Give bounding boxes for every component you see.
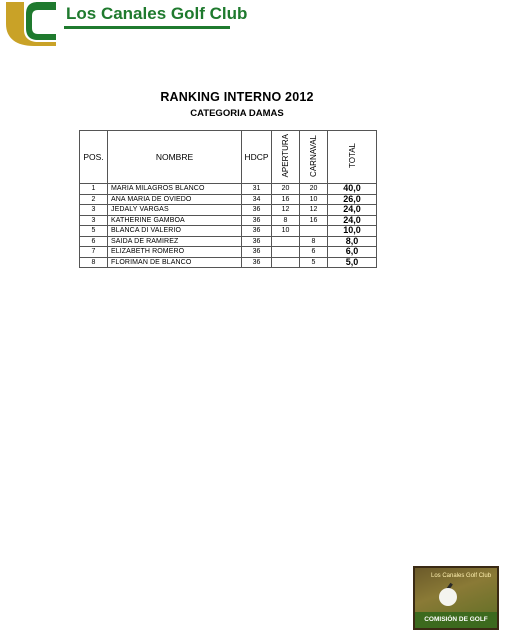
column-header-name: NOMBRE: [108, 131, 242, 184]
cell-name: JEDALY VARGAS: [108, 205, 242, 216]
cell-apertura: 10: [272, 226, 300, 237]
cell-carnaval: 6: [300, 247, 328, 258]
cell-carnaval: 20: [300, 184, 328, 195]
cell-carnaval: 12: [300, 205, 328, 216]
cell-pos: 5: [80, 226, 108, 237]
table-header-row: [80, 131, 377, 184]
cell-total: 40,0: [328, 184, 377, 195]
cell-total: 6,0: [328, 247, 377, 258]
cell-apertura: [272, 247, 300, 258]
golf-ball-icon: [439, 588, 457, 606]
cell-total: 24,0: [328, 215, 377, 226]
table-row: [80, 194, 377, 205]
column-header-apertura-cell: [272, 131, 300, 184]
cell-hdcp: 34: [242, 194, 272, 205]
document-title: RANKING INTERNO 2012: [160, 90, 314, 104]
cell-total: 24,0: [328, 205, 377, 216]
cell-name: ANA MARIA DE OVIEDO: [108, 194, 242, 205]
table-row: [80, 226, 377, 237]
cell-carnaval: 10: [300, 194, 328, 205]
cell-apertura: 20: [272, 184, 300, 195]
cell-pos: 1: [80, 184, 108, 195]
table-row: [80, 236, 377, 247]
cell-name: SAIDA DE RAMIREZ: [108, 236, 242, 247]
cell-name: BLANCA DI VALERIO: [108, 226, 242, 237]
table-row: [80, 215, 377, 226]
cell-total: 5,0: [328, 257, 377, 268]
cell-hdcp: 36: [242, 257, 272, 268]
cell-apertura: 12: [272, 205, 300, 216]
column-header-carnaval-cell: [300, 131, 328, 184]
table-row: [80, 205, 377, 216]
cell-carnaval: [300, 226, 328, 237]
cell-apertura: [272, 257, 300, 268]
cell-carnaval: 5: [300, 257, 328, 268]
logo-underline: [64, 26, 230, 29]
cell-hdcp: 36: [242, 205, 272, 216]
cell-pos: 2: [80, 194, 108, 205]
cell-total: 10,0: [328, 226, 377, 237]
ranking-table: [79, 130, 377, 268]
cell-name: ELIZABETH ROMERO: [108, 247, 242, 258]
club-logo: [4, 0, 248, 48]
badge-commission-label: COMISIÓN DE GOLF: [424, 616, 488, 623]
cell-name: MARIA MILAGROS BLANCO: [108, 184, 242, 195]
cell-hdcp: 36: [242, 226, 272, 237]
cell-pos: 3: [80, 215, 108, 226]
cell-hdcp: 36: [242, 215, 272, 226]
table-row: [80, 247, 377, 258]
cell-name: FLORIMAN DE BLANCO: [108, 257, 242, 268]
document-subtitle: CATEGORIA DAMAS: [190, 108, 284, 119]
cell-hdcp: 31: [242, 184, 272, 195]
cell-pos: 8: [80, 257, 108, 268]
table-row: [80, 184, 377, 195]
cell-carnaval: 8: [300, 236, 328, 247]
column-header-total: TOTAL: [347, 143, 357, 169]
cell-total: 8,0: [328, 236, 377, 247]
column-header-total-cell: [328, 131, 377, 184]
cell-hdcp: 36: [242, 236, 272, 247]
column-header-pos: POS.: [80, 131, 108, 184]
club-name: Los Canales Golf Club: [66, 4, 248, 23]
column-header-hdcp: HDCP: [242, 131, 272, 184]
cell-pos: 6: [80, 236, 108, 247]
cell-apertura: 8: [272, 215, 300, 226]
badge-club-name: Los Canales Golf Club: [431, 573, 492, 579]
club-emblem-icon: [4, 0, 58, 46]
golf-commission-badge: [413, 566, 499, 630]
cell-pos: 7: [80, 247, 108, 258]
column-header-carnaval: CARNAVAL: [309, 135, 318, 177]
column-header-apertura: APERTURA: [281, 134, 290, 178]
table-row: [80, 257, 377, 268]
cell-pos: 3: [80, 205, 108, 216]
cell-hdcp: 36: [242, 247, 272, 258]
cell-apertura: [272, 236, 300, 247]
cell-carnaval: 16: [300, 215, 328, 226]
cell-total: 26,0: [328, 194, 377, 205]
cell-apertura: 16: [272, 194, 300, 205]
cell-name: KATHERINE GAMBOA: [108, 215, 242, 226]
